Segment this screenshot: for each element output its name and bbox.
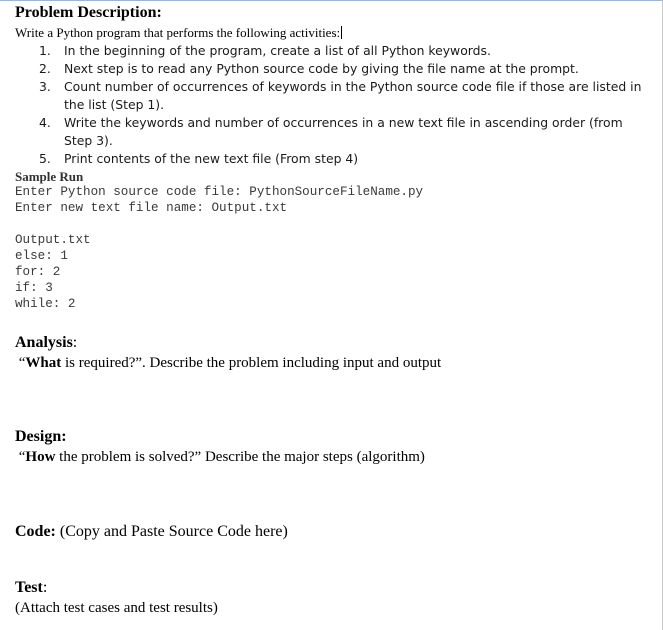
list-number: 3. (39, 79, 51, 94)
test-note: (Attach test cases and test results) (15, 600, 218, 616)
list-number: 5. (39, 151, 51, 166)
code-line: Enter new text file name: Output.txt (15, 201, 288, 215)
code-line: Enter Python source code file: PythonSourceFileName.py (15, 185, 424, 199)
steps-list (15, 42, 655, 168)
code-line: Output.txt (15, 233, 91, 247)
document-page (15, 4, 655, 617)
text-cursor (341, 26, 342, 39)
code-note: (Copy and Paste Source Code here) (55, 523, 288, 540)
list-item-2 (15, 60, 655, 78)
sample-run-code (15, 184, 655, 312)
code-line: if: 3 (15, 281, 53, 295)
design-prompt (15, 448, 655, 466)
analysis-title: Analysis (15, 334, 73, 351)
test-colon: : (42, 579, 48, 596)
list-text: Print contents of the new text file (From step 4) (64, 151, 359, 166)
list-text: Write the keywords and number of occurrences in a new text file in ascending order (from Step 3). (64, 115, 623, 148)
code-heading (15, 523, 655, 541)
code-blank-line (15, 216, 655, 232)
list-number: 4. (39, 115, 51, 130)
list-item-5 (15, 150, 655, 168)
list-text: Count number of occurrences of keywords in the Python source code file if those are listed in the list (Step 1). (64, 79, 642, 112)
analysis-bold-word: What (25, 355, 62, 371)
list-text: Next step is to read any Python source code by giving the file name at the prompt. (64, 61, 579, 76)
list-item-1 (15, 42, 655, 60)
problem-intro[interactable] (15, 24, 655, 41)
test-heading (15, 579, 655, 597)
design-heading (15, 428, 655, 446)
list-number: 2. (39, 61, 51, 76)
sample-run-heading: Sample Run (15, 169, 84, 184)
analysis-heading (15, 334, 655, 352)
design-question: the problem is solved?” Describe the major steps (algorithm) (55, 449, 425, 465)
code-line: for: 2 (15, 265, 61, 279)
code-line: else: 1 (15, 249, 68, 263)
code-line: while: 2 (15, 297, 76, 311)
analysis-colon: : (72, 334, 78, 351)
design-bold-word: How (25, 449, 56, 465)
design-title: Design: (15, 428, 67, 445)
list-number: 1. (39, 43, 51, 58)
analysis-question: is required?”. Describe the problem including input and output (61, 355, 442, 371)
design-quote: “ (18, 449, 26, 465)
list-text: In the beginning of the program, create a list of all Python keywords. (64, 43, 491, 58)
problem-description-heading: Problem Description: (15, 4, 162, 21)
list-item-4 (15, 114, 655, 150)
analysis-prompt (15, 354, 655, 372)
top-border (0, 0, 663, 1)
code-title: Code: (15, 523, 56, 540)
analysis-quote: “ (18, 355, 26, 371)
problem-intro-text: Write a Python program that performs the following activities: (15, 25, 341, 40)
test-title: Test (15, 579, 43, 596)
list-item-3 (15, 78, 655, 114)
